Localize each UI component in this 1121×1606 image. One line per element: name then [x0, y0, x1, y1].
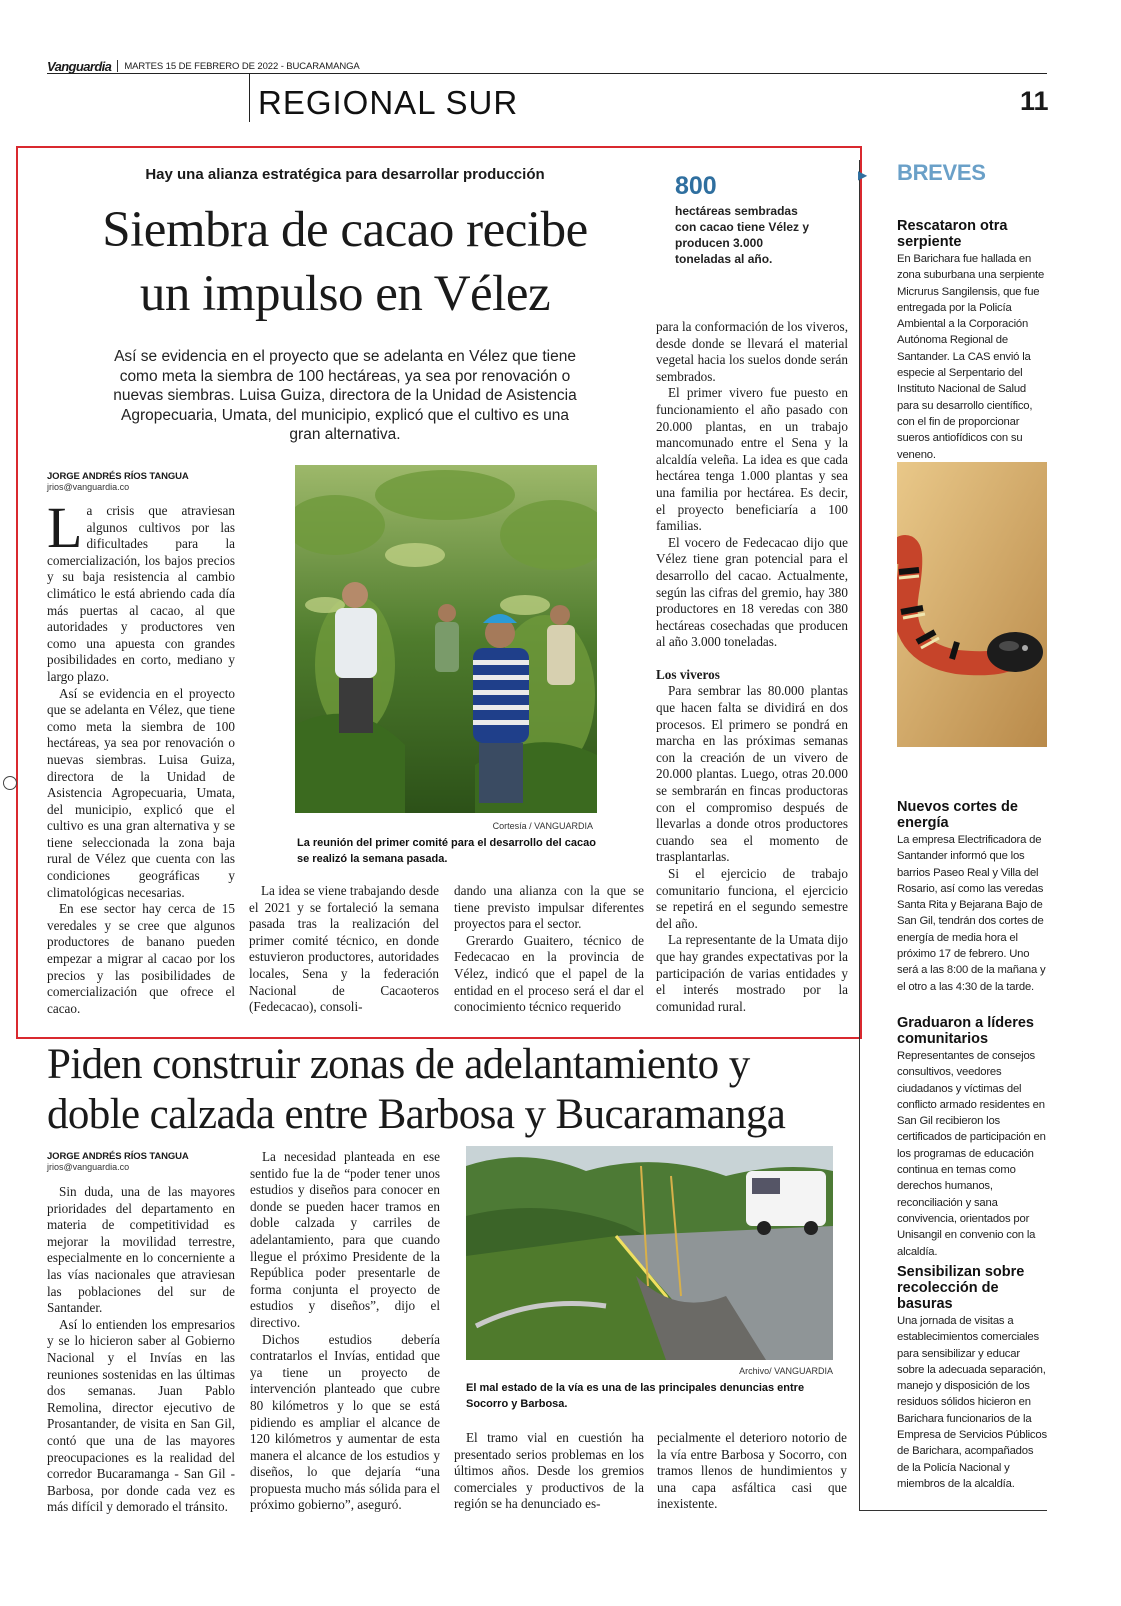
byline-author: JORGE ANDRÉS RÍOS TANGUA [47, 1151, 189, 1162]
section-title: REGIONAL SUR [258, 84, 519, 121]
paragraph: En ese sector hay cerca de 15 veredales y se cree que algunos productores de banano pueden empezar a migrar al cacao por los precios y las posibilidades de comercialización que ofrece el cacao. [47, 901, 235, 1016]
article2-column3 [454, 1430, 644, 1513]
breve-item [897, 1264, 1047, 1492]
article1-lead: Así se evidencia en el proyecto que se adelanta en Vélez que tiene como meta la siembra de 100 hectáreas, ya sea por renovación o nuevas siembras. Luisa Guiza, directora de la Unidad de Asistencia Agropecuaria, Umata, del municipio, explicó que el cultivo es una gran alternativa. [113, 348, 577, 443]
photo-illustration [466, 1146, 833, 1360]
article2-column2 [250, 1149, 440, 1514]
article2-title [47, 1040, 847, 1140]
paragraph: La necesidad planteada en ese sentido fue la de “poder tener unos estudios y diseños para conocer en donde se pueden hacer tramos en doble calzada y carriles de adelantamiento, para que cuando llegue el próximo Presidente de la República poder presentarle de forma conjunta el proyecto de estudios y diseños”, dijo el directivo. [250, 1149, 440, 1330]
photo-illustration [295, 465, 597, 813]
paragraph: El primer vivero fue puesto en funcionamiento el año pasado con 20.000 plantas, en un trabajo mancomunado entre el Sena y la alcaldía veleña. La idea es que cada hectárea tenga 1.000 plantas y sea una familia por hectárea. Es decir, el proyecto beneficiaría a 100 familias. [656, 385, 848, 534]
paragraph: dando una alianza con la que se tiene previsto impulsar diferentes proyectos para el sector. [454, 883, 644, 932]
article1-title-line1: Siembra de cacao recibe [102, 202, 588, 258]
breve-text: La empresa Electrificadora de Santander informó que los barrios Paseo Real y Villa del Rosario, así como las veredas Santa Rita y Bejarana Bajo de San Gil, tendrán dos cortes de energía de media hora el próximo 17 de febrero. Uno será a las 8:00 de la mañana y el otro a las 4:30 de la tarde. [897, 834, 1046, 993]
breve-item [897, 218, 1047, 463]
breves-bottom-rule [859, 1510, 1047, 1511]
paragraph: La representante de la Umata dijo que hay grandes expectativas por la participación de varias entidades y el interés mostrado por la comunidad rural. [656, 932, 848, 1014]
article1-column1 [47, 495, 235, 1017]
article2-byline [47, 1151, 189, 1172]
stat-number: 800 [675, 172, 717, 200]
paragraph: Si el ejercicio de trabajo comunitario funciona, el ejercicio se repetirá en el segundo semestre del año. [656, 866, 848, 931]
breves-arrow-icon: ▶ [858, 168, 868, 182]
article2-title-line2: doble calzada entre Barbosa y Bucaramanga [47, 1091, 786, 1138]
article1-title [30, 198, 660, 326]
road-damage-photo [466, 1146, 833, 1360]
brand-logo: Vanguardia [47, 58, 112, 74]
breve-title: Nuevos cortes de energía [897, 799, 1018, 831]
breve-title: Sensibilizan sobre recolección de basuras [897, 1264, 1025, 1312]
paragraph: Dichos estudios debería contratarlos el Invías, entidad que ya tiene un proyecto de intervención planteado que cubre 80 kilómetros y lo que se está pidiendo es ampliar el alcance de 120 kilómetros y aumentar de esta manera el alcance de los estudios y diseños, lo que dejaría “una propuesta mucho más sólida para el próximo gobierno”, aseguró. [250, 1331, 440, 1513]
article2-column1 [47, 1184, 235, 1516]
byline-email[interactable]: jrios@vanguardia.co [47, 482, 130, 492]
paragraph: pecialmente el deterioro notorio de la vía entre Barbosa y Socorro, con tramos llenos de hundimientos y una capa asfáltica casi que inexistente. [657, 1430, 847, 1512]
article1-byline [47, 471, 189, 492]
article1-column4 [656, 319, 848, 1015]
registration-mark-icon [3, 776, 17, 790]
paragraph: Sin duda, una de las mayores prioridades del departamento en materia de competitividad es mejorar la movilidad terrestre, especialmente en lo concerniente a las vías nacionales que atraviesan las poblaciones del sur de Santander. [47, 1184, 235, 1316]
breve-text: En Barichara fue hallada en zona suburbana una serpiente Micrurus Sangilensis, que fue entregada por la Policía Ambiental a la Corporación Autónoma Regional de Santander. La CAS envió la especie al Serpentario del Instituto Nacional de Salud para su desarrollo científico, con el fin de proporcionar sueros antiofídicos con su veneno. [897, 253, 1045, 461]
paragraph: Grerardo Guaitero, técnico de Fedecacao en la provincia de Vélez, indicó que el papel de la entidad en el proceso será el dar el conocimiento técnico requerido [454, 932, 644, 1015]
article2-column4 [657, 1430, 847, 1513]
article2-title-line1: Piden construir zonas de adelantamiento y [47, 1041, 750, 1088]
photo-caption: El mal estado de la vía es una de las principales denuncias entre Socorro y Barbosa. [466, 1382, 805, 1410]
masthead [47, 58, 360, 74]
dateline: MARTES 15 DE FEBRERO DE 2022 - BUCARAMANGA [124, 60, 360, 72]
paragraph: Así lo entienden los empresarios y se lo hicieron saber al Gobierno Nacional y el Invías en las reuniones sostenidas en las últimas dos semanas. Juan Pablo Remolina, director ejecutivo de Prosantander, de visita en San Gil, contó que una de las mayores preocupaciones es la realidad del corredor Bucaramanga - San Gil - Barbosa, por donde cada vez es más difícil y demorado el tránsito. [47, 1316, 235, 1515]
byline-author: JORGE ANDRÉS RÍOS TANGUA [47, 471, 189, 482]
header-rule [47, 73, 1047, 74]
dropcap: L [47, 495, 83, 560]
article1-kicker: Hay una alianza estratégica para desarrollar producción [145, 166, 545, 183]
paragraph: El tramo vial en cuestión ha presentado serios problemas en los últimos años. Desde los gremios comerciales y productivos de la región se ha denunciado es- [454, 1430, 644, 1512]
paragraph: Para sembrar las 80.000 plantas que hacen falta se dividirá en dos procesos. El primero se pondrá en marcha en las próximas semanas con la creación de un vivero de 20.000 plantas. Luego, otras 20.000 se sembrarán en fincas productoras con el compromiso después de llevarlas a donde otros productores cuando sea el momento de trasplantarlas. [656, 683, 848, 865]
breve-item [897, 799, 1047, 995]
snake-photo [897, 462, 1047, 747]
breve-item [897, 1015, 1047, 1260]
paragraph: Así se evidencia en el proyecto que se adelanta en Vélez, que tiene como meta la siembra de 100 hectáreas, ya sea por renovación o nuevas siembras. Luisa Guiza, directora de la Unidad de Asistencia Agropecuaria, Umata, del municipio, explicó que el cultivo es una gran alternativa y se tiene seleccionada la zona baja rural de Vélez que cuenta con las condiciones geográficas y climatológicas necesarias. [47, 685, 235, 900]
stat-text: hectáreas sembradas con cacao tiene Vélez y producen 3.000 toneladas al año. [675, 204, 810, 266]
section-divider [249, 74, 250, 122]
paragraph: para la conformación de los viveros, desde donde se llevará el material vegetal hacia los suelos donde serán sembrados. [656, 319, 848, 384]
paragraph: La idea se viene trabajando desde el 2021 y se fortaleció la semana pasada tras la realización del primer comité técnico, en donde estuvieron productores, autoridades locales, Sena y la federación Nacional de Cacaoteros (Fedecacao), consoli- [249, 883, 439, 1015]
breves-heading: BREVES [897, 160, 986, 185]
article1-column2 [249, 883, 439, 1016]
breve-title: Graduaron a líderes comunitarios [897, 1015, 1034, 1047]
photo-credit: Cortesía / VANGUARDIA [492, 821, 593, 831]
subheading: Los viveros [656, 666, 720, 682]
photo-credit: Archivo/ VANGUARDIA [739, 1366, 833, 1376]
article1-column3 [454, 883, 644, 1016]
snake-illustration [897, 462, 1047, 747]
page-number: 11 [1020, 86, 1049, 116]
paragraph: a crisis que atraviesan algunos cultivos por las dificultades para la comercialización, los bajos precios y su baja resistencia al cambio climático le está abriendo cada día más puertas al cacao, al que autoridades y productores ven como una apuesta con grandes posibilidades en corto, mediano y largo plazo. [47, 503, 235, 684]
breve-title: Rescataron otra serpiente [897, 218, 1008, 250]
breve-text: Una jornada de visitas a establecimientos comerciales para sensibilizar y educar sobre la adecuada separación, manejo y disposición de los residuos sólidos hicieron en Barichara funcionarios de la Empresa de Servicios Públicos de Barichara, acompañados de la Policía Nacional y miembros de la alcaldía. [897, 1315, 1047, 1490]
cacao-meeting-photo [295, 465, 597, 813]
breves-border [859, 160, 860, 1510]
photo-caption: La reunión del primer comité para el desarrollo del cacao se realizó la semana pasada. [297, 837, 596, 865]
article1-title-line2: un impulso en Vélez [139, 266, 551, 322]
byline-email[interactable]: jrios@vanguardia.co [47, 1162, 130, 1172]
paragraph: El vocero de Fedecacao dijo que Vélez tiene gran potencial para el desarrollo del cacao. Actualmente, según las cifras del gremio, hay 380 productores en 18 veredas con 380 hectáreas cosechadas que producen al año 3.000 toneladas. [656, 534, 848, 650]
masthead-divider [117, 60, 118, 72]
breve-text: Representantes de consejos consultivos, veedores ciudadanos y víctimas del conflicto armado residentes en San Gil recibieron los certificados de participación en los programas de educación continua en temas como derechos humanos, reconciliación y sana convivencia, orientados por Unisangil en convenio con la alcaldía. [897, 1050, 1046, 1258]
